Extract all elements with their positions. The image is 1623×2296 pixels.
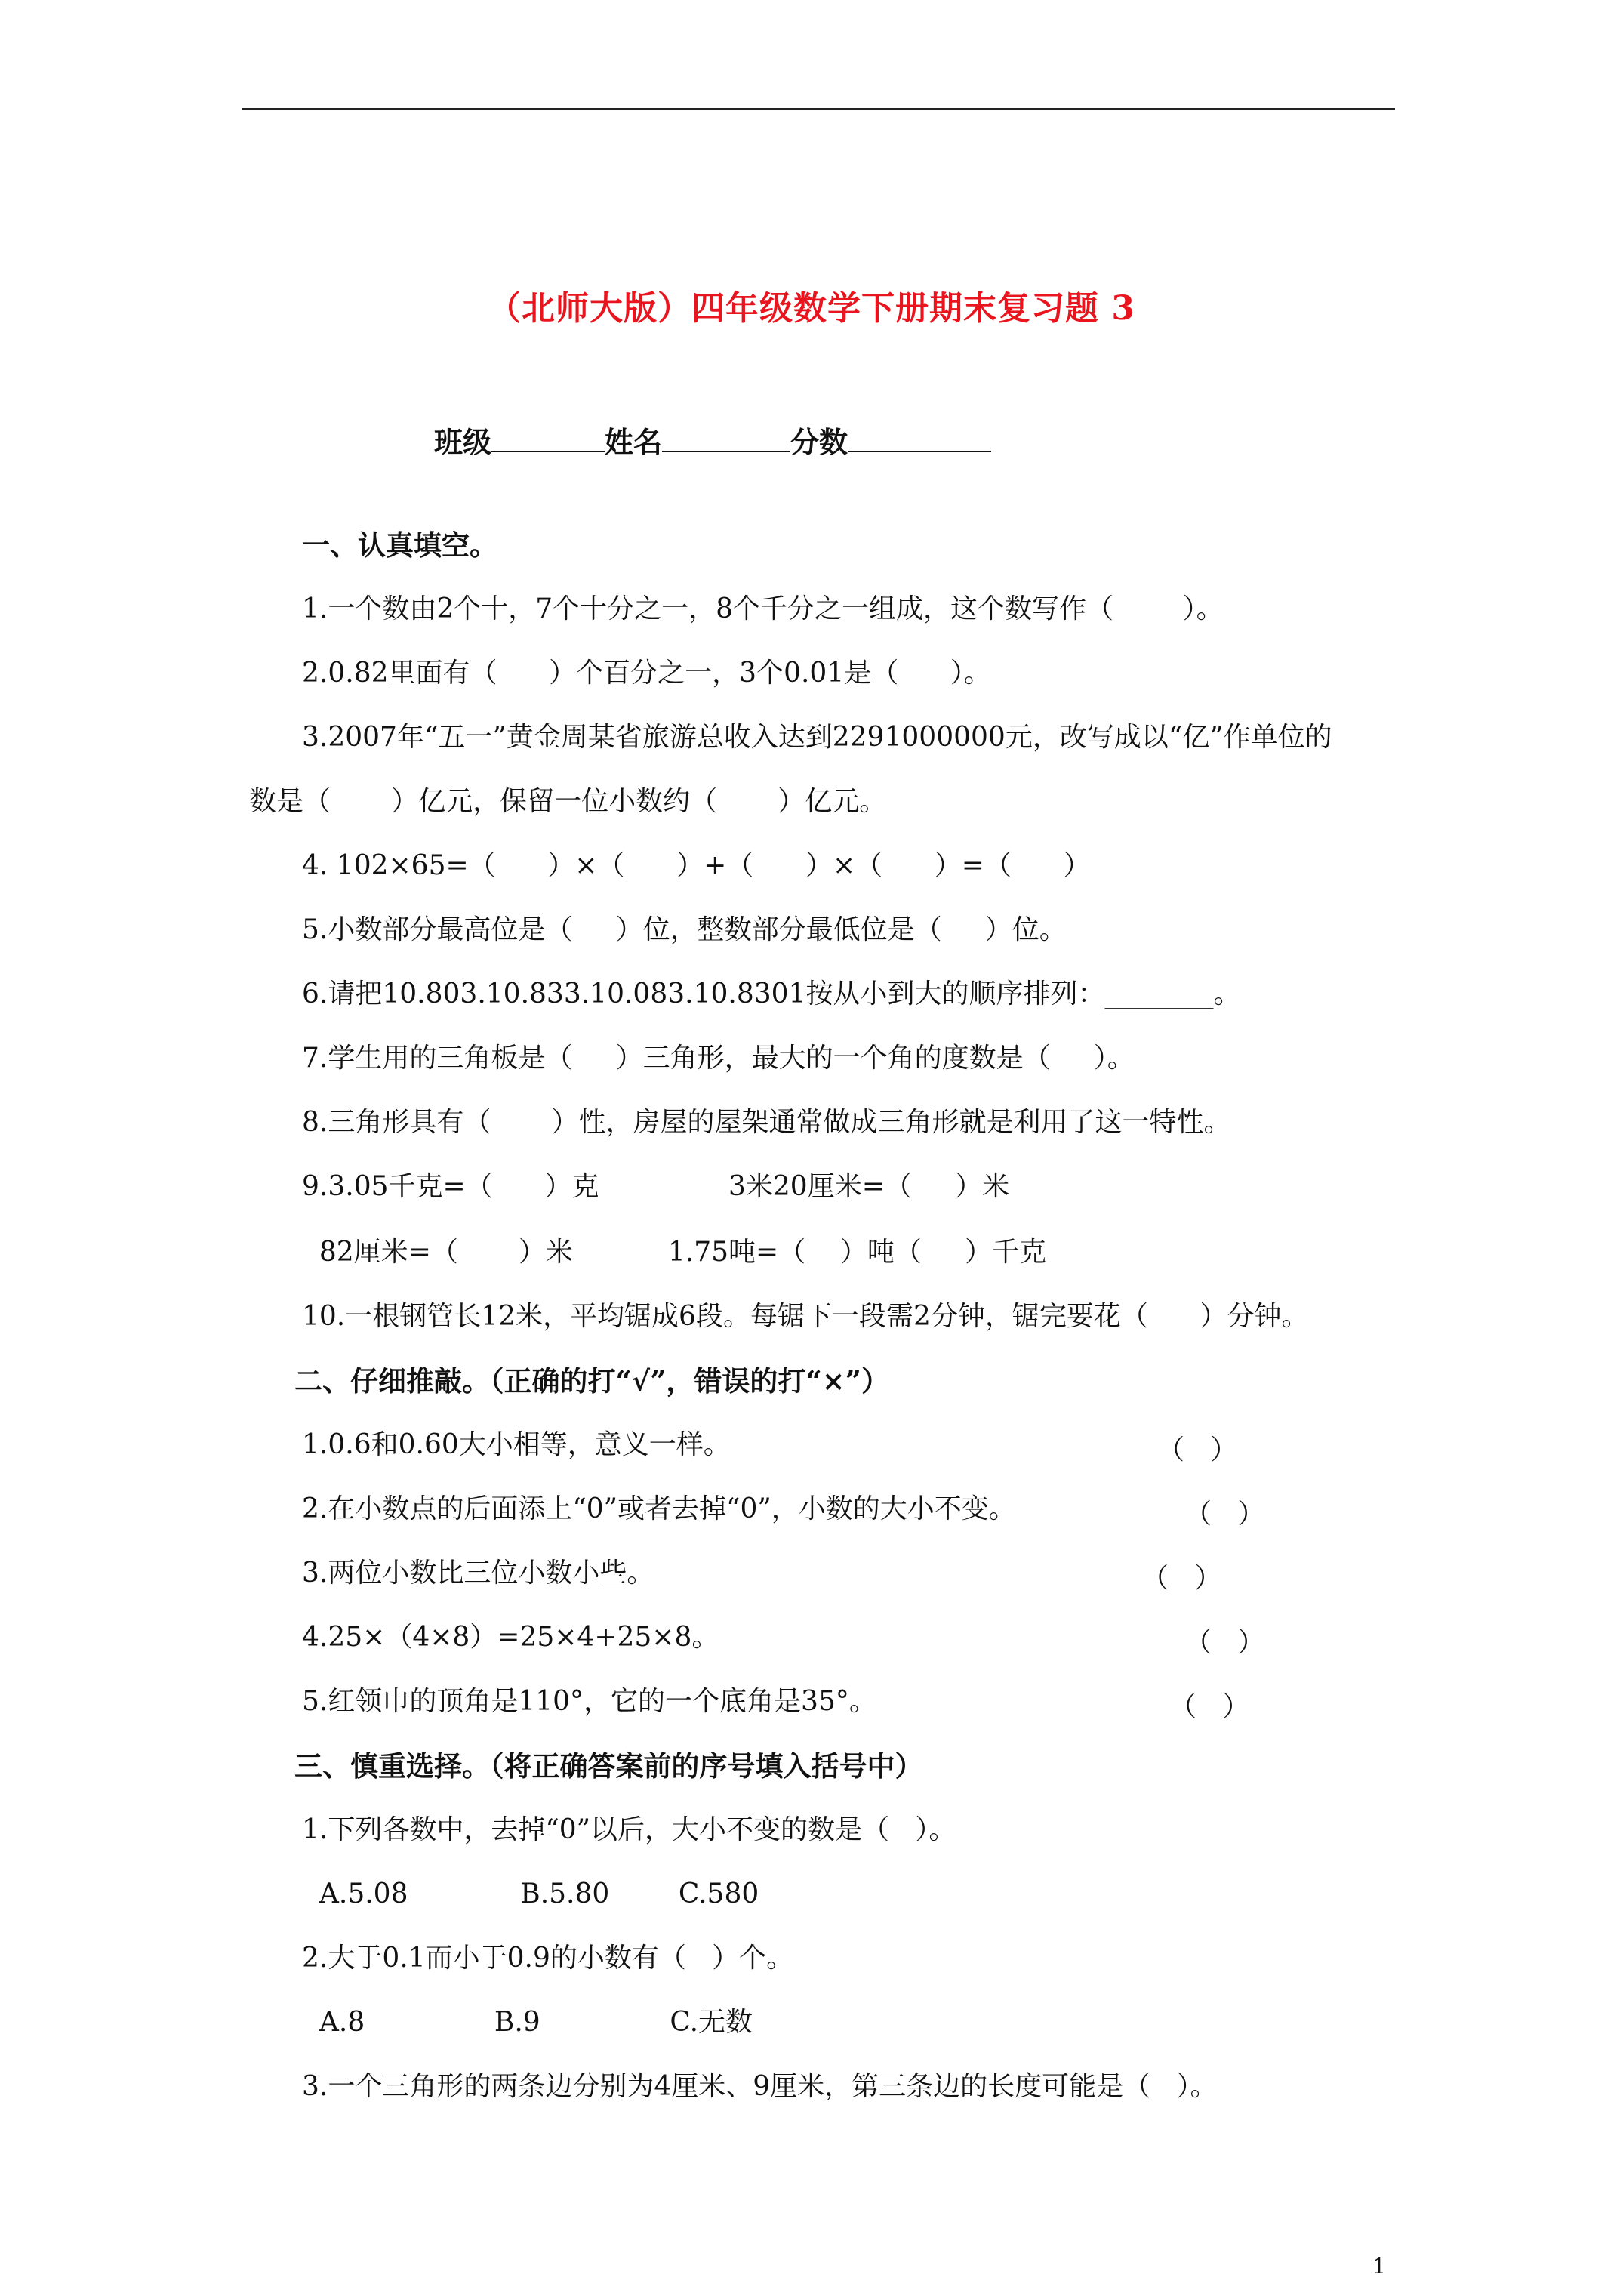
page-title: （北师大版）四年级数学下册期末复习题 3 (488, 289, 1135, 328)
question-line: 4. 102×65=（ ）×（ ）+（ ）×（ ）=（ ） (302, 850, 1091, 881)
question-line: 3.2007年“五一”黄金周某省旅游总收入达到2291000000元，改写成以“亿”作单位的 (302, 722, 1332, 753)
question-line: 5.红领巾的顶角是110°，它的一个底角是35°。 (302, 1686, 876, 1717)
answer-bracket[interactable]: （ ） (1141, 1563, 1222, 1594)
class-blank[interactable] (491, 425, 605, 452)
question-line: 6.请把10.803.10.833.10.083.10.8301按从小到大的顺序排列：________。 (302, 978, 1241, 1009)
answer-bracket[interactable]: （ ） (1169, 1691, 1250, 1722)
question-line: 数是（ ）亿元，保留一位小数约（ ）亿元。 (249, 786, 887, 817)
question-line: A.5.08 B.5.80 C.580 (302, 1878, 759, 1909)
question-line: 1.0.6和0.60大小相等，意义一样。 (302, 1429, 731, 1460)
question-line: 1.一个数由2个十，7个十分之一，8个千分之一组成，这个数写作（ ）。 (302, 593, 1224, 624)
score-blank[interactable] (848, 425, 991, 452)
question-line: 3.两位小数比三位小数小些。 (302, 1558, 654, 1589)
question-line: 2.0.82里面有（ ）个百分之一，3个0.01是（ ）。 (302, 658, 991, 689)
question-line: 7.学生用的三角板是（ ）三角形，最大的一个角的度数是（ ）。 (302, 1043, 1135, 1074)
section-heading: 三、慎重选择。（将正确答案前的序号填入括号中） (294, 1749, 923, 1783)
page-number: 1 (1372, 2254, 1386, 2279)
question-line: 4.25×（4×8）=25×4+25×8。 (302, 1622, 719, 1653)
question-line: 82厘米=（ ）米 1.75吨=（ ）吨（ ）千克 (302, 1237, 1047, 1268)
class-label: 班级 (434, 425, 492, 459)
student-info (434, 419, 991, 461)
question-line: 10.一根钢管长12米，平均锯成6段。每锯下一段需2分钟，锯完要花（ ）分钟。 (302, 1301, 1309, 1332)
answer-bracket[interactable]: （ ） (1157, 1435, 1238, 1465)
question-line: 3.一个三角形的两条边分别为4厘米、9厘米，第三条边的长度可能是（ ）。 (302, 2071, 1218, 2102)
name-blank[interactable] (662, 425, 790, 452)
question-line: 2.大于0.1而小于0.9的小数有（ ）个。 (302, 1943, 794, 1974)
question-line: 9.3.05千克=（ ）克 3米20厘米=（ ）米 (302, 1171, 1010, 1202)
question-line: 5.小数部分最高位是（ ）位，整数部分最低位是（ ）位。 (302, 914, 1067, 945)
question-line: 2.在小数点的后面添上“0”或者去掉“0”，小数的大小不变。 (302, 1493, 1016, 1524)
name-label: 姓名 (605, 425, 663, 459)
section-heading: 一、认真填空。 (302, 529, 497, 562)
section-heading: 二、仔细推敲。（正确的打“√”，错误的打“×”） (294, 1364, 889, 1398)
question-line: 1.下列各数中，去掉“0”以后，大小不变的数是（ ）。 (302, 1814, 956, 1845)
question-line: 8.三角形具有（ ）性，房屋的屋架通常做成三角形就是利用了这一特性。 (302, 1107, 1231, 1138)
score-label: 分数 (790, 425, 848, 459)
answer-bracket[interactable]: （ ） (1184, 1627, 1265, 1658)
question-line: A.8 B.9 C.无数 (302, 2007, 753, 2038)
header-rule (242, 108, 1395, 110)
answer-bracket[interactable]: （ ） (1184, 1499, 1265, 1530)
